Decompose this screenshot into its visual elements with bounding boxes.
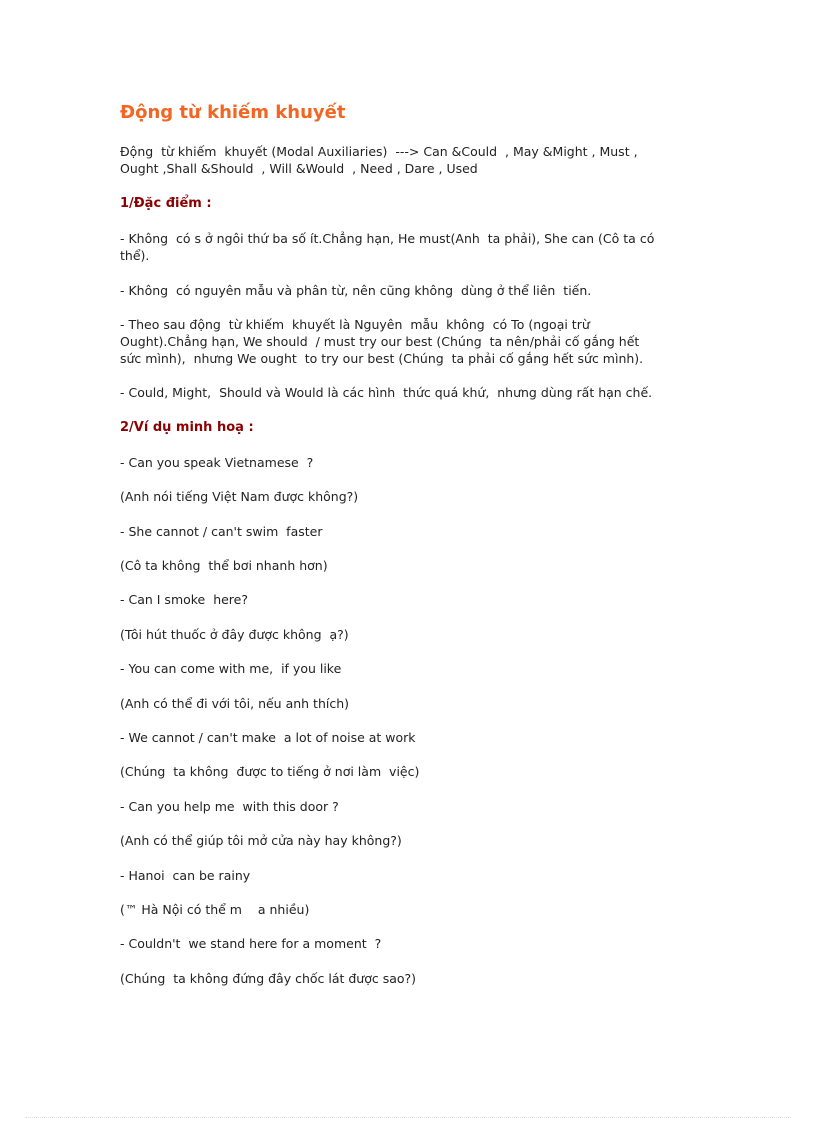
example-line: - Couldn't we stand here for a moment ? [120,936,382,951]
example-translation: (Cô ta không thể bơi nhanh hơn) [120,558,328,573]
example-line: - You can come with me, if you like [120,661,342,676]
example-line: - Can I smoke here? [120,592,248,607]
section-heading-features: 1/Đặc điểm : [120,196,212,211]
example-translation: (Tôi hút thuốc ở đây được không ạ?) [120,627,349,642]
example-line: - Can you help me with this door ? [120,799,339,814]
example-translation: (Chúng ta không đứng đây chốc lát được sao?) [120,971,417,986]
feature-point: - Could, Might, Should và Would là các hình thức quá khứ, nhưng dùng rất hạn chế. [120,385,653,400]
feature-point: - Theo sau động từ khiếm khuyết là Nguyên mẫu không có To (ngoại trừ Ought).Chẳng hạn, We should / must try our best (Chúng ta nên/phải cố gắng hết sức mình), nhưng We ought to try our best (Chúng ta phải cố gắng hết sức mình). [120,317,644,366]
example-line: - She cannot / can't swim faster [120,524,323,539]
example-line: - We cannot / can't make a lot of noise at work [120,730,416,745]
example-translation: (Anh nói tiếng Việt Nam được không?) [120,489,359,504]
example-line: - Hanoi can be rainy [120,868,251,883]
page-divider [25,1117,791,1118]
example-translation: (Chúng ta không được to tiếng ở nơi làm việc) [120,764,420,779]
example-translation: (Anh có thể đi với tôi, nếu anh thích) [120,696,350,711]
section-heading-examples: 2/Ví dụ minh hoạ : [120,420,254,435]
intro-paragraph: Động từ khiếm khuyết (Modal Auxiliaries) ---> Can &Could , May &Might , Must , Ought ,Shall &Should , Will &Would , Need , Dare , Used [120,144,638,176]
document-title: Động từ khiếm khuyết [120,102,346,123]
feature-point: - Không có s ở ngôi thứ ba số ít.Chẳng hạn, He must(Anh ta phải), She can (Cô ta có thể). [120,231,655,263]
example-line: - Can you speak Vietnamese ? [120,455,314,470]
example-translation: (Anh có thể giúp tôi mở cửa này hay không?) [120,833,402,848]
example-translation: (™ Hà Nội có thể m a nhiều) [120,902,310,917]
feature-point: - Không có nguyên mẫu và phân từ, nên cũng không dùng ở thể liên tiến. [120,283,592,298]
